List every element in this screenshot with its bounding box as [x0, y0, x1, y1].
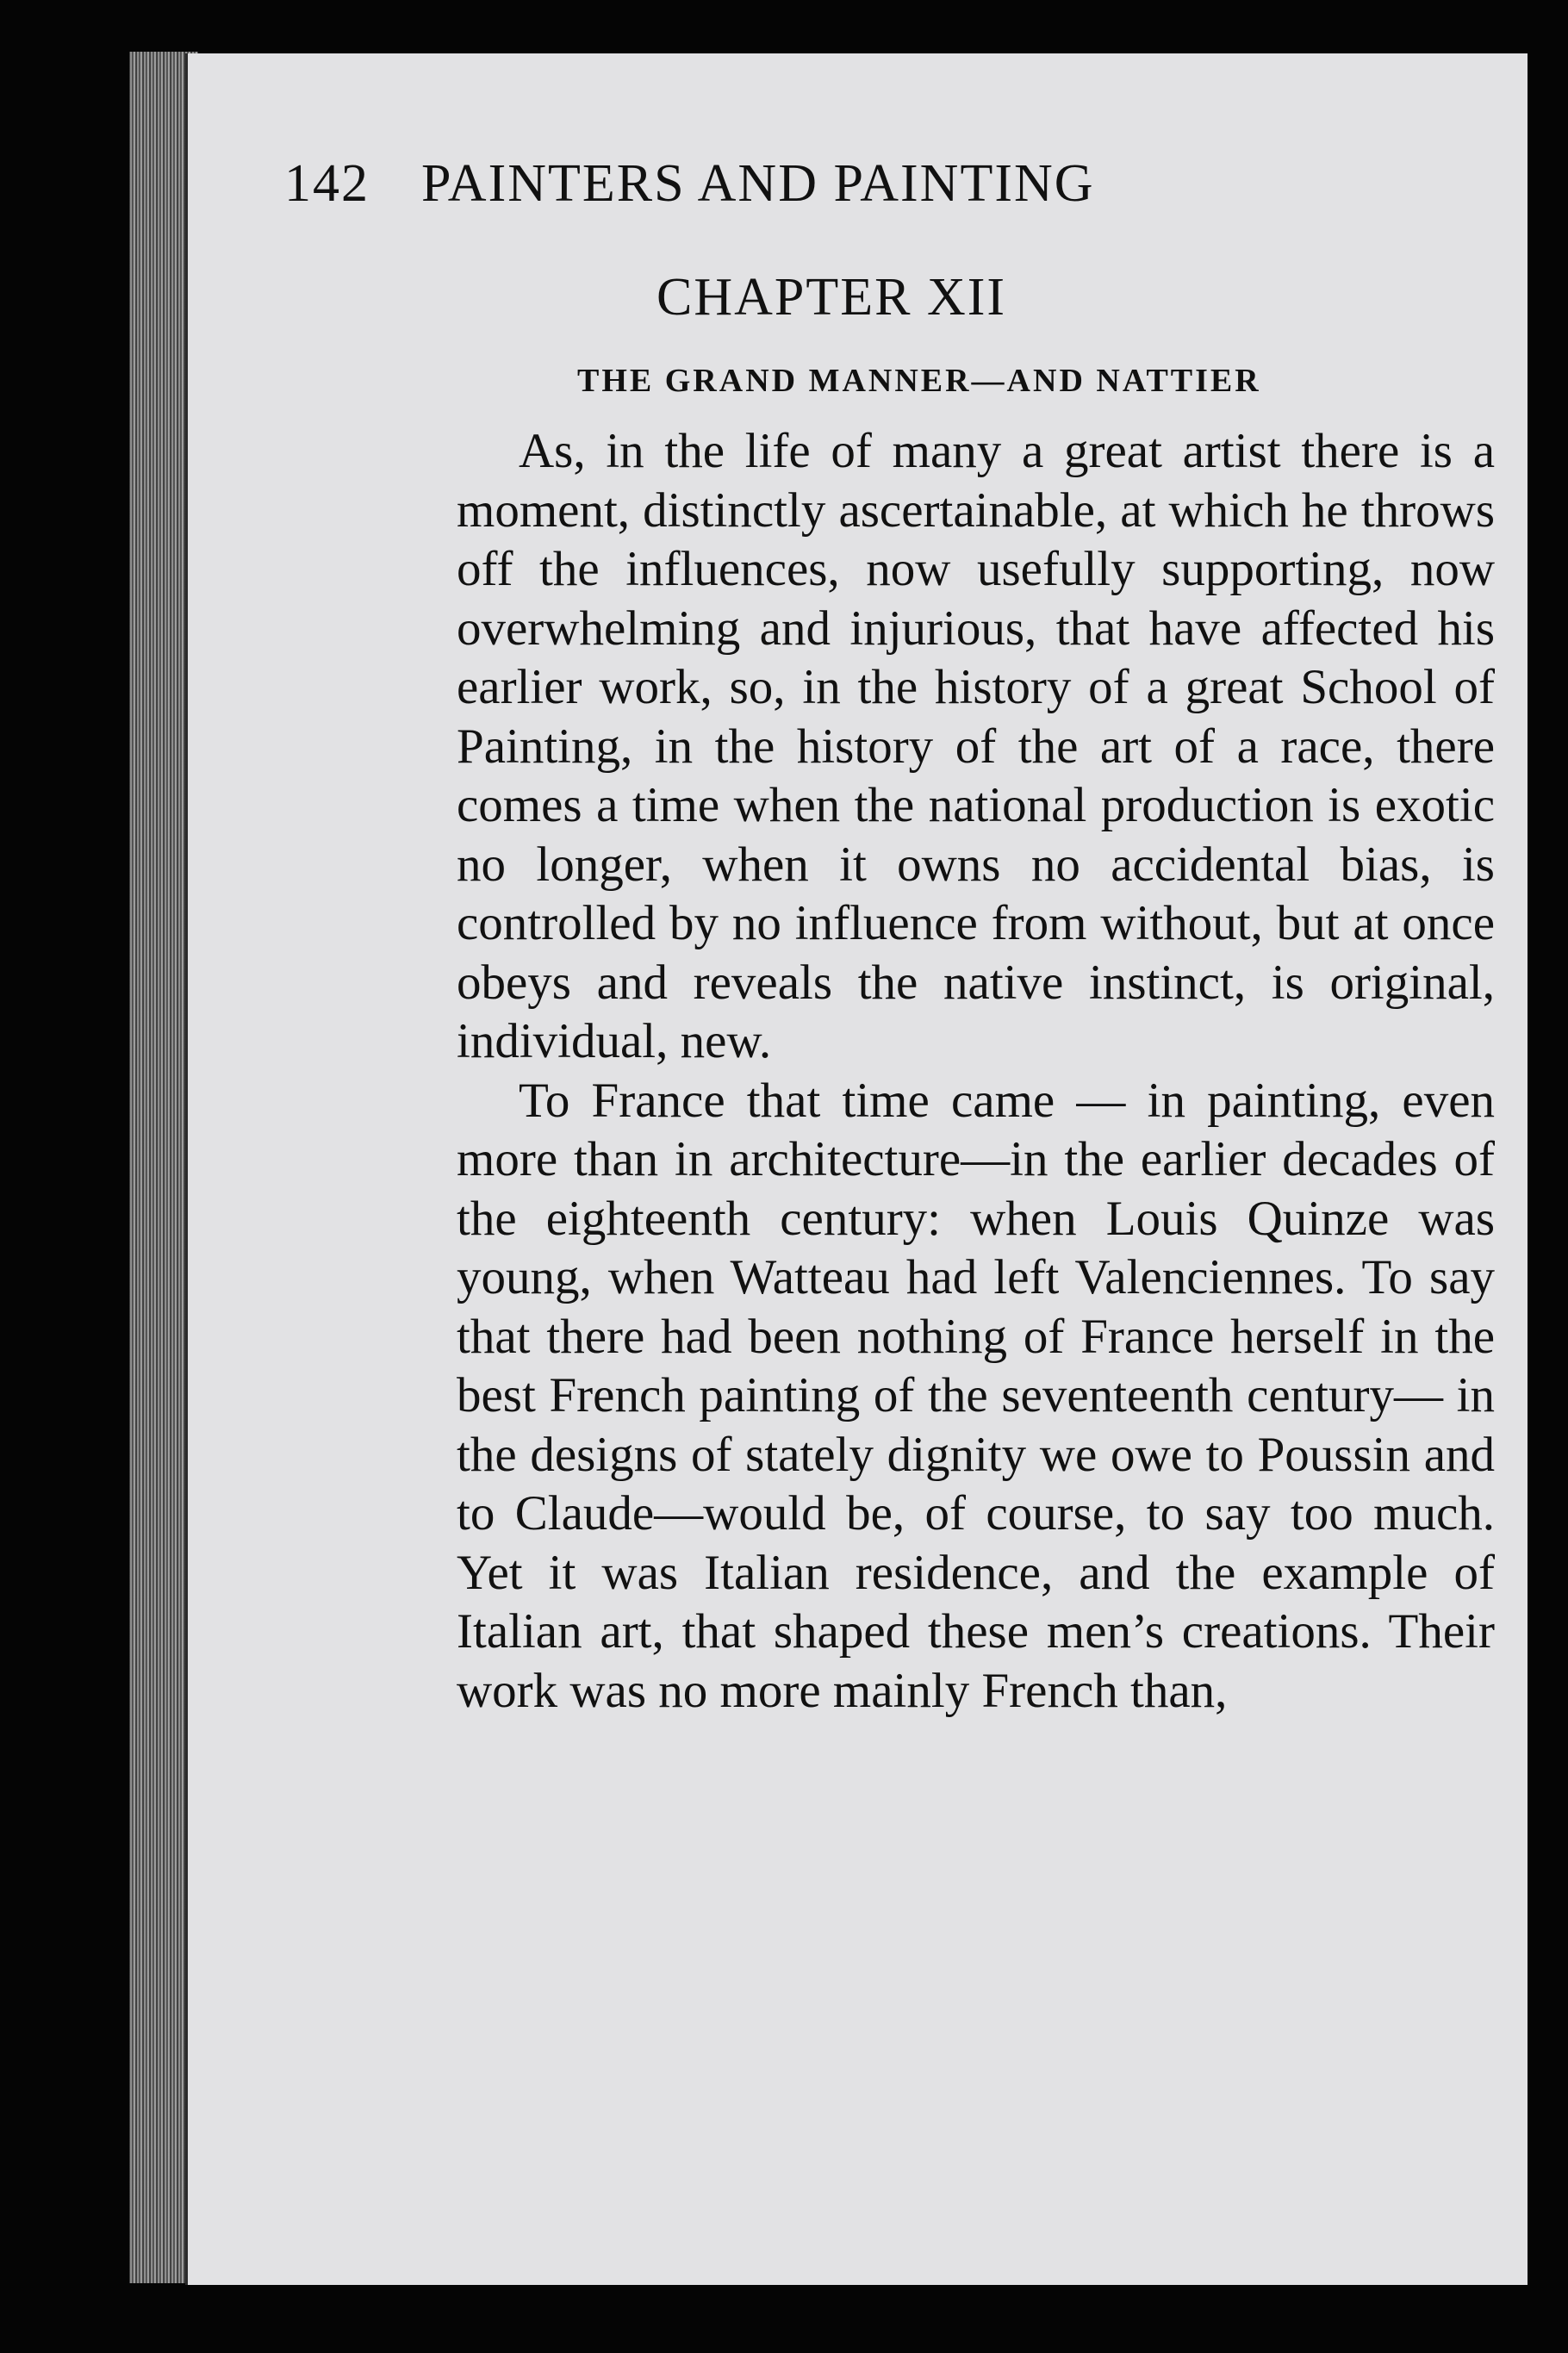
body-text — [457, 422, 1495, 1721]
chapter-title: CHAPTER XII — [656, 268, 1007, 327]
page-number: 142 — [284, 154, 370, 213]
paragraph: As, in the life of many a great artist there is a moment, distinctly ascertainable, at which he throws off the influences, now usefully supporting, now overwhelming and injurious, that have affected his earlier work, so, in the history of a great School of Painting, in the history of the art of a race, there comes a time when the national production is exotic no longer, when it owns no accidental bias, is controlled by no influence from without, but at once obeys and reveals the native instinct, is original, individual, new. — [457, 424, 1495, 1068]
paragraph: To France that time came — in painting, even more than in architecture—in the earlier decades of the eighteenth century: when Louis Quinze was young, when Watteau had left Valenciennes. To say that there had been nothing of France herself in the best French painting of the seventeenth century— in the designs of stately dignity we owe to Poussin and to Claude—would be, of course, to say too much. Yet it was Italian residence, and the example of Italian art, that shaped these men’s creations. Their work was no more mainly French than, — [457, 1073, 1495, 1718]
running-head-title: PAINTERS AND PAINTING — [421, 154, 1095, 213]
chapter-subtitle: THE GRAND MANNER—AND NATTIER — [577, 363, 1261, 399]
running-head — [284, 153, 1404, 215]
